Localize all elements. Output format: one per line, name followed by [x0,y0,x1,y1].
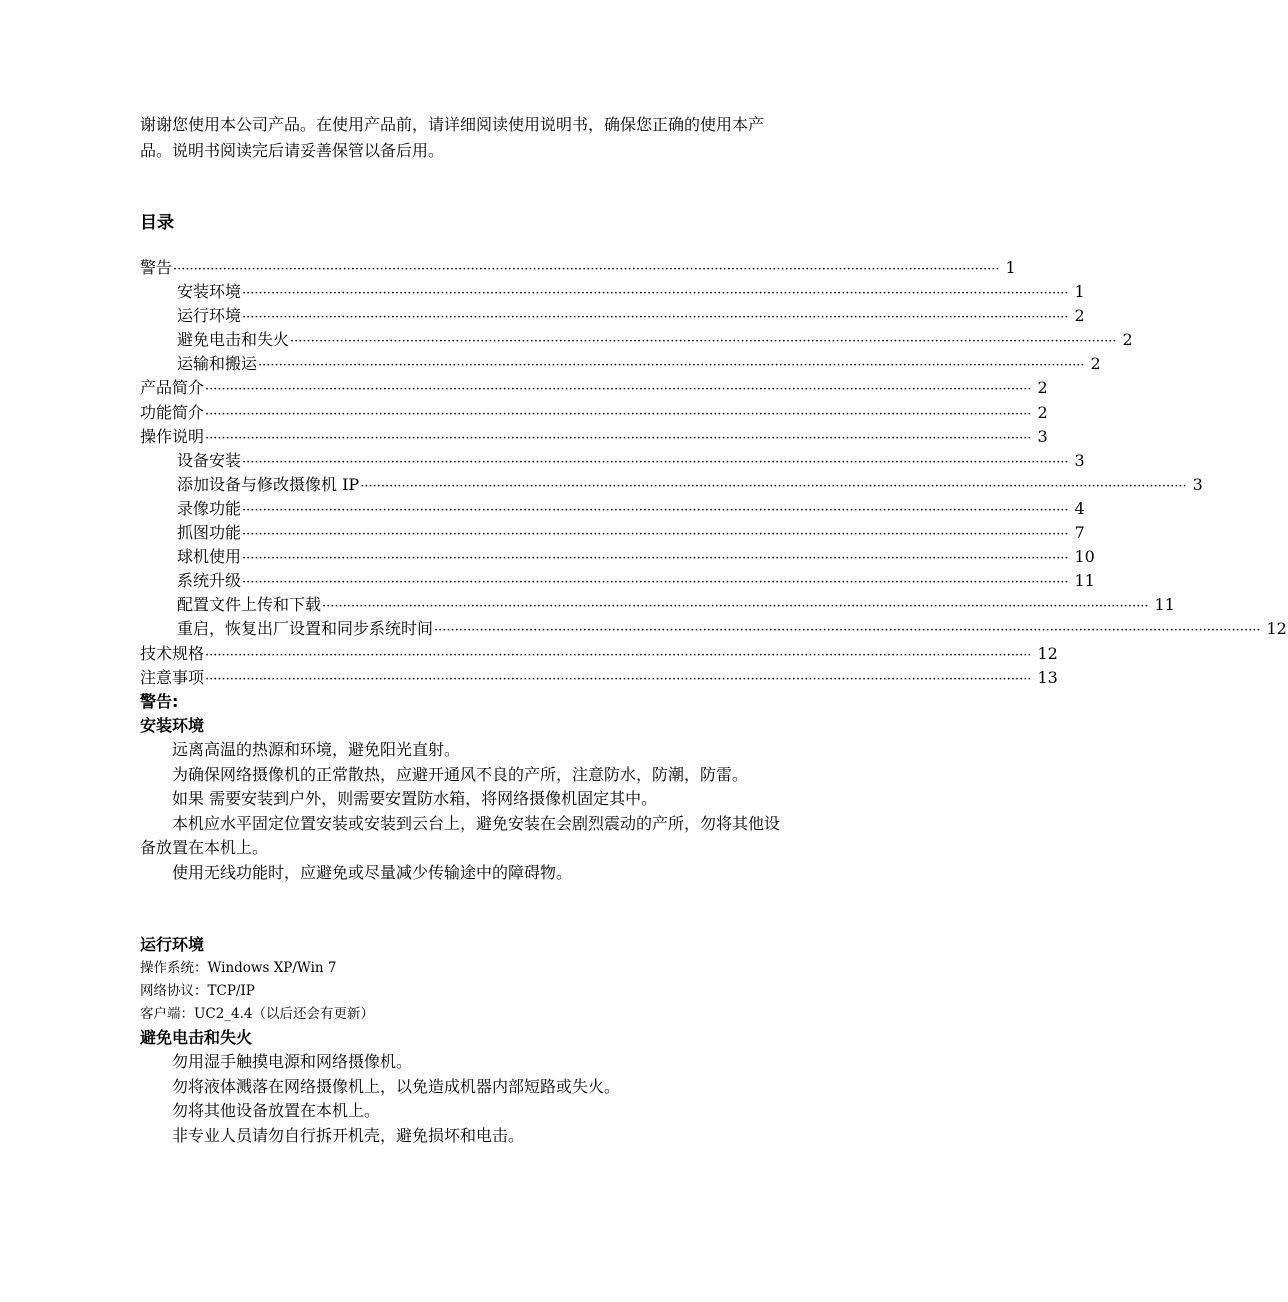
toc-leader-dots: ········································································································································································································ [242,286,1069,302]
toc-entry [140,280,1085,304]
toc-entry [140,425,1048,449]
toc-entry-label: 运输和搬运 [177,354,258,374]
toc-leader-dots: ········································································································································································································ [205,406,1032,422]
toc-title: 目录 [140,213,174,233]
toc-entry-label: 录像功能 [177,498,242,518]
toc-entry-label: 配置文件上传和下载 [177,595,322,615]
toc-leader-dots: ········································································································································································································ [242,454,1069,470]
toc-entry-page: 2 [1074,306,1085,326]
toc-entry-label: 功能简介 [140,402,205,422]
toc-entry-page: 2 [1090,354,1101,374]
toc-entry-label: 设备安装 [177,450,242,470]
runtime-line: 网络协议：TCP/IP [140,983,255,999]
toc-entry-page: 2 [1122,330,1133,350]
runtime-heading: 运行环境 [140,935,205,954]
toc-entry [140,617,1287,641]
toc-leader-dots: ········································································································································································································ [434,623,1261,639]
toc-entry-page: 1 [1005,258,1016,277]
toc-entry-page: 7 [1074,523,1085,543]
shock-paragraph: 勿将液体溅落在网络摄像机上，以免造成机器内部短路或失火。 [172,1076,621,1096]
shock-heading: 避免电击和失火 [140,1028,253,1047]
toc-entry [140,545,1095,569]
toc-entry-page: 11 [1154,595,1175,615]
toc-entry-page: 12 [1266,619,1287,639]
toc-entry [140,328,1133,352]
shock-paragraph: 勿将其他设备放置在本机上。 [172,1101,381,1120]
toc-entry-label: 注意事项 [140,667,205,687]
toc-leader-dots: ········································································································································································································ [242,575,1069,591]
toc-leader-dots: ········································································································································································································ [205,647,1032,663]
toc-entry-label: 球机使用 [177,547,242,567]
toc-leader-dots: ········································································································································································································ [205,382,1032,398]
toc-entry-page: 3 [1037,426,1048,446]
shock-paragraph: 非专业人员请勿自行拆开机壳，避免损坏和电击。 [172,1125,525,1145]
toc-entry-page: 11 [1074,571,1095,591]
toc-entry [140,449,1085,473]
toc-leader-dots: ········································································································································································································ [173,262,1000,277]
toc-entry [140,666,1058,690]
install-heading: 安装环境 [140,716,205,735]
toc-entry-page: 13 [1037,667,1058,687]
toc-entry-page: 12 [1037,643,1058,663]
install-paragraph: 本机应水平固定位置安装或安装到云台上，避免安装在会剧烈震动的产所，勿将其他设备放置在本机上。 [140,813,781,857]
install-paragraph: 使用无线功能时，应避免或尽量减少传输途中的障碍物。 [172,862,573,882]
toc-entry-label: 添加设备与修改摄像机 IP [177,474,360,494]
toc-entry-label: 技术规格 [140,643,205,663]
toc-entry-page: 2 [1037,402,1048,422]
toc-entry-page: 3 [1192,474,1203,494]
toc-entry-label: 重启，恢复出厂设置和同步系统时间 [177,619,434,639]
toc-entry [140,642,1058,666]
install-paragraph: 如果 需要安装到户外，则需要安置防水箱，将网络摄像机固定其中。 [172,789,658,808]
toc-entry-page: 10 [1074,547,1095,567]
toc-entry-page: 1 [1074,282,1085,302]
toc-leader-dots: ········································································································································································································ [205,430,1032,446]
toc-entry [140,401,1048,425]
toc-leader-dots: ········································································································································································································ [242,502,1069,518]
toc-entry-label: 警告 [140,258,173,277]
toc-leader-dots: ········································································································································································································ [290,334,1117,350]
toc-leader-dots: ········································································································································································································ [360,478,1187,494]
toc-entry-page: 3 [1074,450,1085,470]
toc-leader-dots: ········································································································································································································ [258,358,1085,374]
toc-entry-label: 系统升级 [177,571,242,591]
toc-entry-label: 安装环境 [177,282,242,302]
install-paragraph: 为确保网络摄像机的正常散热，应避开通风不良的产所，注意防水，防潮，防雷。 [172,764,749,784]
runtime-line: 操作系统：Windows XP/Win 7 [140,960,337,976]
toc-entry-label: 避免电击和失火 [177,330,290,350]
toc-entry [140,256,1016,280]
toc-entry [140,593,1175,617]
toc-entry [140,569,1095,593]
toc-entry [140,497,1085,521]
toc-leader-dots: ········································································································································································································ [242,527,1069,543]
toc-leader-dots: ········································································································································································································ [205,671,1032,687]
toc-entry-label: 抓图功能 [177,523,242,543]
install-paragraph: 远离高温的热源和环境，避免阳光直射。 [172,740,461,759]
warning-heading: 警告: [140,692,179,711]
toc-entry-page: 4 [1074,498,1085,518]
toc-entry-label: 操作说明 [140,426,205,446]
intro-paragraph: 谢谢您使用本公司产品。在使用产品前，请详细阅读使用说明书，确保您正确的使用本产品。说明书阅读完后请妥善保管以备后用。 [140,115,765,160]
toc-entry-page: 2 [1037,378,1048,398]
shock-paragraph: 勿用湿手触摸电源和网络摄像机。 [172,1052,413,1071]
toc-entry [140,521,1085,545]
toc-leader-dots: ········································································································································································································ [242,551,1069,567]
toc-leader-dots: ········································································································································································································ [322,599,1149,615]
runtime-line: 客户端：UC2_4.4（以后还会有更新） [140,1006,375,1022]
table-of-contents [140,256,1287,690]
toc-entry [140,376,1048,400]
toc-leader-dots: ········································································································································································································ [242,310,1069,326]
warning-section [140,690,790,1148]
toc-entry [140,473,1203,497]
toc-entry [140,304,1085,328]
toc-entry-label: 运行环境 [177,306,242,326]
toc-entry [140,352,1101,376]
toc-entry-label: 产品简介 [140,378,205,398]
